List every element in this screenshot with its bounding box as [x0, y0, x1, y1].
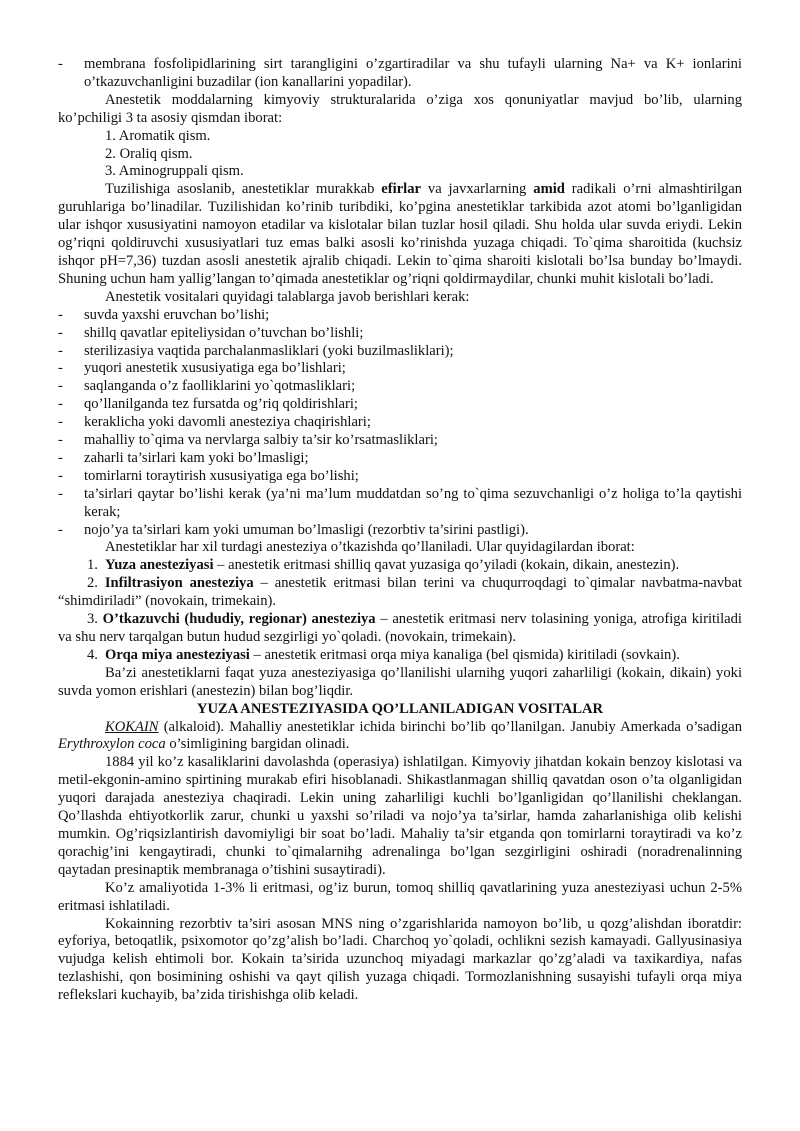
bullet-item: [58, 325, 742, 343]
text-run: – anestetik eritmasi shilliq qavat yuzasiga qo’yiladi (kokain, dikain, anestezin).: [213, 557, 680, 574]
dash-marker: -: [58, 342, 63, 359]
text-run: o’simligining bargidan olinadi.: [165, 736, 350, 753]
bold-term: Infiltrasiyon anesteziya: [104, 575, 254, 592]
dash-marker: -: [58, 449, 63, 466]
item-number: 4.: [87, 646, 98, 663]
bullet-item: [58, 360, 742, 378]
bold-term: amid: [533, 181, 565, 198]
bullet-item: [58, 486, 742, 522]
bullet-item: [58, 432, 742, 450]
numbered-item: [58, 557, 742, 575]
bullet-item: [58, 56, 742, 92]
paragraph: Ko’z amaliyotida 1-3% li eritmasi, og’iz burun, tomoq shilliq qavatlarining yuza anesteziyasi uchun 2-5% eritmasi ishlatiladi.: [58, 879, 742, 914]
italic-term: Erythroxylon coca: [58, 736, 166, 753]
list-item: 2. Oraliq qism.: [105, 145, 193, 162]
dash-marker: -: [58, 521, 63, 538]
bullet-text: qo’llanilganda tez fursatda og’riq qoldirishlari;: [84, 396, 358, 413]
bullet-text: shillq qavatlar epiteliysidan o’tuvchan bo’lishli;: [84, 324, 364, 341]
bullet-text: mahalliy to`qima va nervlarga salbiy ta’sir ko’rsatmasliklari;: [84, 432, 438, 449]
bullet-item: [58, 522, 742, 540]
dash-marker: -: [58, 414, 63, 431]
dash-marker: -: [58, 360, 63, 377]
dash-marker: -: [58, 467, 63, 484]
dash-marker: -: [58, 485, 63, 502]
item-number: 2.: [87, 575, 98, 592]
paragraph: Anestetik vositalari quyidagi talablarga javob berishlari kerak:: [105, 288, 470, 305]
paragraph: 1884 yil ko’z kasaliklarini davolashda (operasiya) ishlatilgan. Kimyoviy jihatdan kokain benzoy kislotasi va metil-ekgonin-amino spirtining murakab efiri hisoblanadi. Shikastlanmagan shilliq qavatdan oson o’ta olganligidan yuqori darajada anesteziya chaqiradi. Lekin uning zaharliligi kuchli bo’lganligidan qo’llanilishi cheklangan. Qo’llashda ehtiyotkorlik zarur, chunki u yaxshi so’riladi va nojo’ya ta’sirlar, hamda zaharlanishiga olib kelishi mumkin. Og’riqsizlantirish davomiyligi bir soat bo’ladi. Mahaliy ta’sir etganda qon tomirlarni toraytiradi va ko’z qorachig’ini kengaytiradi, chunki to`qimalarnihg adrenalinga bo’lgan sezgirligini oshiradi (noradrenalinning qaytadan presinaptik membranaga o’tishini susaytiradi).: [58, 754, 742, 878]
bullet-item: [58, 396, 742, 414]
list-item: 3. Aminogruppali qism.: [105, 163, 244, 180]
bullet-text: membrana fosfolipidlarining sirt tarangligini o’zgartiradilar va shu tufayli ularning Na+ va K+ ionlarini o’tkazuvchanligini buzadilar (ion kanallarini yopadilar).: [84, 56, 742, 90]
dash-marker: -: [58, 324, 63, 341]
item-number: 1.: [87, 557, 98, 574]
drug-name: KOKAIN: [105, 718, 159, 735]
bullet-item: [58, 414, 742, 432]
bullet-text: saqlanganda o’z faolliklarini yo`qotmasliklari;: [84, 378, 356, 395]
dash-marker: -: [58, 432, 63, 449]
paragraph: Kokainning rezorbtiv ta’siri asosan MNS ning o’zgarishlarida namoyon bo’lib, u qozg’alishdan iboratdir: eyforiya, betoqatlik, psixomotor qo’zg’alish bo’ladi. Charchoq yo`qoladi, ochlikni sezish kamayadi. Gallyusinasiya vujudga kelish ehtimoli bor. Kokain ta’sirida uzunchoq miyadagi markazlar qo’zg’aladi va taxikardiya, nafas tezlashishi, qon bosimining oshishi va qayt qilish yuzaga chiqadi. Tormozlanishning susayishi tufayli orqa miya reflekslari kuchayib, ba’zida tirishishga olib keladi.: [58, 915, 742, 1004]
text-run: – anestetik eritmasi bilan terini va chuqurroqdagi to`qimalar navbatma-navbat “shimdiriladi” (novokain, trimekain).: [58, 575, 743, 610]
bold-term: efirlar: [381, 181, 421, 198]
text-run: radikali o’rni almashtirilgan guruhlariga bo’linadilar. Tuzilishidan ko’rinib turibdiki, ko’pgina anestetiklar tarkibida azot atomi bo’lganligidan ular ishqor xususiyatini namoyon etadilar va kislotalar bilan tuzlar hosil qiladi. Shu holda ular suvda eriydi. Lekin og’riqni qoldiruvchi xususiyatlari tuz emas balki asosli ko’rinishda yuzaga chiqadi. To`qima sharoitida (kuchsiz ishqor pH=7,36) tuzdan asosli anestetik ajralib chiqadi. Lekin to`qima sharoiti kislotali bo’lsa bunday bo’lmaydi. Shuning uchun ham yallig’langan to’qimada anestetiklar og’riqni qoldirmaydilar, chunki muhit kislotali bo’ladi.: [58, 181, 742, 287]
bold-term: O’tkazuvchi (hududiy, regionar) anesteziya: [102, 611, 376, 628]
bullet-text: yuqori anestetik xususiyatiga ega bo’lishlari;: [84, 360, 346, 377]
bullet-item: [58, 378, 742, 396]
bullet-text: keraklicha yoki davomli anesteziya chaqirishlari;: [84, 414, 371, 431]
numbered-item: [58, 611, 742, 647]
bullet-item: [58, 450, 742, 468]
bold-term: Orqa miya anesteziyasi: [105, 646, 250, 663]
paragraph: Ba’zi anestetiklarni faqat yuza anesteziyasiga qo’llanilishi ularnihg yuqori zaharliligi (kokain, dikain) yoki suvda yomon erishlari (anestezin) bilan bog’liqdir.: [58, 664, 742, 699]
bullet-text: zaharli ta’sirlari kam yoki bo’lmasligi;: [84, 449, 309, 466]
text-run: va javxarlarning: [421, 181, 534, 198]
bullet-text: sterilizasiya vaqtida parchalanmasliklari (yoki buzilmasliklari);: [84, 342, 454, 359]
text-run: – anestetik eritmasi orqa miya kanaliga (bel qismida) kiritiladi (sovkain).: [249, 646, 680, 663]
dash-marker: -: [58, 396, 63, 413]
paragraph: [58, 719, 742, 755]
bullet-text: nojo’ya ta’sirlari kam yoki umuman bo’lmasligi (rezorbtiv ta’sirini pastligi).: [84, 521, 529, 538]
dash-marker: -: [58, 306, 63, 323]
text-run: – anestetik eritmasi nerv tolasining yoniga, atrofiga kiritiladi va shu nerv tarqalgan butun hudud sezgirligi yo`qoladi. (novokain, trimekain).: [58, 611, 742, 645]
list-item: 1. Aromatik qism.: [105, 127, 211, 144]
text-run: Tuzilishiga asoslanib, anestetiklar murakkab: [105, 181, 382, 198]
paragraph: [58, 181, 742, 288]
bullet-item: [58, 343, 742, 361]
dash-marker: -: [58, 378, 63, 395]
numbered-item: [58, 575, 742, 611]
paragraph: Anestetiklar har xil turdagi anesteziya o’tkazishda qo’llaniladi. Ular quyidagilardan iborat:: [105, 539, 635, 556]
bullet-text: suvda yaxshi eruvchan bo’lishi;: [84, 306, 270, 323]
section-heading: YUZA ANESTEZIYASIDA QO’LLANILADIGAN VOSITALAR: [196, 700, 604, 717]
bullet-text: tomirlarni toraytirish xususiyatiga ega bo’lishi;: [84, 467, 359, 484]
bullet-item: [58, 468, 742, 486]
numbered-item: [58, 647, 742, 665]
bold-term: Yuza anesteziyasi: [105, 557, 214, 574]
item-number: 3.: [87, 611, 98, 628]
text-run: (alkaloid). Mahalliy anestetiklar ichida birinchi bo’lib qo’llanilgan. Janubiy Amerkada o’sadigan: [158, 718, 742, 735]
dash-marker: -: [58, 56, 63, 72]
paragraph: Anestetik moddalarning kimyoviy strukturalarida o’ziga xos qonuniyatlar mavjud bo’lib, ularning ko’pchiligi 3 ta asosiy qismdan iborat:: [58, 91, 742, 126]
bullet-text: ta’sirlari qaytar bo’lishi kerak (ya’ni ma’lum muddatdan so’ng to`qima sezuvchanligi o’z holiga to’la qaytishi kerak;: [84, 485, 742, 520]
bullet-item: [58, 307, 742, 325]
